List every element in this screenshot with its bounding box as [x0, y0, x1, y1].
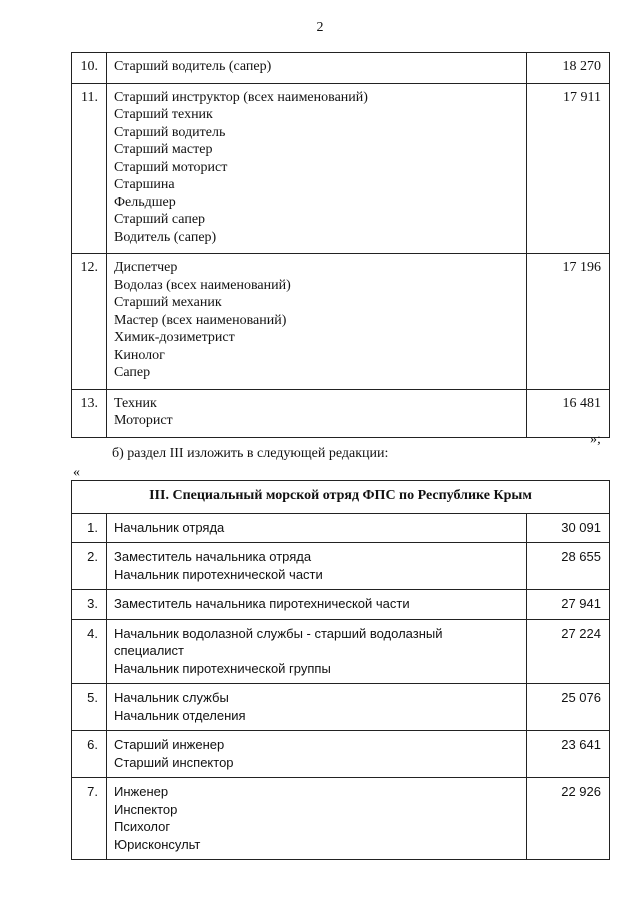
position-titles: [107, 389, 527, 437]
position-title: Старший техник: [114, 107, 213, 122]
row-number: 11.: [72, 83, 107, 254]
position-title: Начальник пиротехнической группы: [114, 660, 331, 676]
position-title: Старший инструктор (всех наименований): [114, 89, 368, 105]
row-number: 5.: [72, 684, 107, 731]
position-titles: [107, 513, 527, 543]
position-titles: [107, 619, 527, 684]
position-title: Заместитель начальника отряда: [114, 549, 312, 564]
section-heading: III. Специальный морской отряд ФПС по Республике Крым: [72, 481, 610, 514]
position-titles: [107, 778, 527, 860]
row-number: 12.: [72, 254, 107, 390]
salary-table-continued: [71, 52, 610, 438]
row-number: 4.: [72, 619, 107, 684]
opening-quote: «: [73, 465, 80, 480]
salary-value: 25 076: [527, 684, 610, 731]
table-row: [72, 53, 610, 84]
position-title: Старший моторист: [114, 159, 228, 175]
position-title: Техник: [114, 395, 157, 411]
position-title: Начальник отделения: [114, 707, 246, 723]
salary-value: 17 196: [527, 254, 610, 390]
position-title: Инженер: [114, 784, 169, 799]
table-row: [72, 590, 610, 620]
position-titles: [107, 53, 527, 84]
position-title: Моторист: [114, 413, 173, 428]
position-titles: [107, 684, 527, 731]
position-title: Химик-дозиметрист: [114, 330, 235, 345]
position-title: специалист: [114, 643, 185, 658]
position-title: Инспектор: [114, 801, 178, 817]
position-title: Кинолог: [114, 347, 165, 363]
table-row: [72, 684, 610, 731]
position-title: Старший инженер: [114, 737, 225, 752]
salary-value: 27 941: [527, 590, 610, 620]
amendment-instruction: б) раздел III изложить в следующей редакции:: [112, 446, 389, 461]
position-title: Юрисконсульт: [114, 836, 201, 852]
position-title: Водитель (сапер): [114, 229, 217, 245]
position-title: Фельдшер: [114, 194, 176, 210]
position-title: Старший водитель: [114, 124, 226, 140]
position-title: Старшина: [114, 177, 175, 192]
position-titles: [107, 731, 527, 778]
salary-value: 30 091: [527, 513, 610, 543]
table-row: [72, 619, 610, 684]
section-three-table: [71, 480, 610, 860]
salary-value: 18 270: [527, 53, 610, 84]
position-titles: [107, 590, 527, 620]
position-title: Старший мастер: [114, 142, 213, 157]
row-number: 6.: [72, 731, 107, 778]
position-title: Начальник пиротехнической части: [114, 566, 323, 582]
position-title: Начальник водолазной службы - старший водолазный: [114, 625, 443, 641]
table-row: [72, 389, 610, 437]
position-title: Начальник отряда: [114, 519, 225, 535]
position-title: Заместитель начальника пиротехнической части: [114, 596, 410, 611]
section-heading-row: [72, 481, 610, 514]
position-title: Водолаз (всех наименований): [114, 277, 291, 293]
position-titles: [107, 254, 527, 390]
table-row: [72, 543, 610, 590]
position-title: Мастер (всех наименований): [114, 312, 287, 328]
table-row: [72, 731, 610, 778]
row-number: 7.: [72, 778, 107, 860]
position-titles: [107, 543, 527, 590]
position-title: Старший сапер: [114, 212, 206, 227]
position-title: Начальник службы: [114, 690, 229, 705]
row-number: 10.: [72, 53, 107, 84]
position-title: Старший водитель (сапер): [114, 59, 272, 74]
table-row: [72, 513, 610, 543]
position-title: Старший инспектор: [114, 754, 234, 770]
row-number: 2.: [72, 543, 107, 590]
table-row: [72, 83, 610, 254]
position-title: Психолог: [114, 819, 171, 834]
page-number: 2: [316, 20, 324, 35]
position-titles: [107, 83, 527, 254]
row-number: 3.: [72, 590, 107, 620]
position-title: Диспетчер: [114, 260, 178, 275]
salary-value: 22 926: [527, 778, 610, 860]
position-title: Старший механик: [114, 295, 222, 310]
position-title: Сапер: [114, 365, 151, 380]
table-row: [72, 254, 610, 390]
salary-value: 27 224: [527, 619, 610, 684]
salary-value: 23 641: [527, 731, 610, 778]
row-number: 1.: [72, 513, 107, 543]
closing-quote: »;: [590, 432, 601, 447]
salary-value: 28 655: [527, 543, 610, 590]
salary-value: 16 481: [527, 389, 610, 437]
table-row: [72, 778, 610, 860]
row-number: 13.: [72, 389, 107, 437]
salary-value: 17 911: [527, 83, 610, 254]
